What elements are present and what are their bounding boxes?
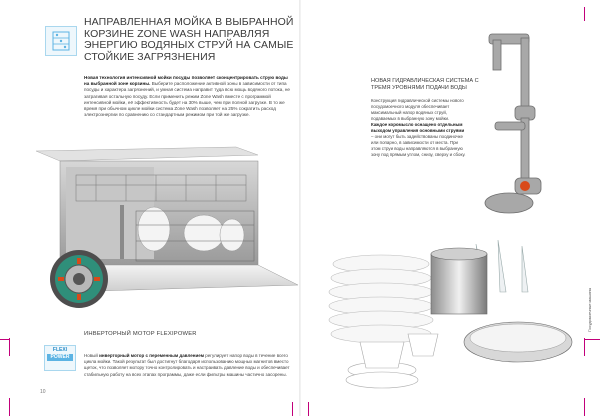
motor-text: регулирует напор воды в течение всего цикла мойки. Такой результат был достигнут благодаря использованию мощных магнитов вместо щеток, что позволяет мотору точно контролировать и настраивать давление воды и обеспечивает стабильную работу на всех этапах программы, даже если фильтры машины частично засорены.	[84, 353, 290, 377]
page-number: 10	[40, 389, 46, 395]
zone-wash-icon	[45, 26, 77, 56]
side-section-label	[586, 287, 592, 340]
page-gutter	[299, 0, 301, 416]
flexi-bottom-label: POWER	[47, 354, 73, 361]
crop-mark	[9, 398, 10, 416]
motor-section-title: ИНВЕРТОРНЫЙ МОТОР FLEXIPOWER	[84, 331, 197, 337]
intro-paragraph	[84, 75, 294, 118]
spray-arm-illustration	[475, 28, 555, 218]
intro-bold: Новая технология интенсивной мойки посуды позволяет сконцентрировать струю воды на выбранной зоне корзины.	[84, 75, 288, 87]
flexi-top-label: FLEXI	[52, 347, 68, 353]
dishes-photo	[326, 224, 576, 399]
intro-text: Выберите расположение активной зоны в зависимости от типа посуды и характера загрязнений, и умная система направит туда всю мощь водяного потока, не затрагивая остальную посуду. Если применить режим Zone Wash вместе с программой интенсивной мойки, её эффективность будет на 30% выше, чем при полной загрузке. В то же время при обычном цикле мойки система Zone Wash позволяет на 25% сократить расход электроэнергии по сравнению со стандартным режимом при той же загрузке.	[84, 81, 290, 118]
hydraulic-section-title: НОВАЯ ГИДРАВЛИЧЕСКАЯ СИСТЕМА С ТРЕМЯ УРОВНЯМИ ПОДАЧИ ВОДЫ	[371, 78, 479, 91]
side-label-text: Посудомоечные машины	[588, 287, 592, 332]
crop-mark	[308, 402, 309, 416]
hydraulic-text-1: Конструкция гидравлической системы нового посудомоечного модуля обеспечивает максимальный напор водяных струй, подаваемых в выбранную зону мойки.	[371, 98, 464, 121]
crop-mark	[0, 339, 9, 340]
crop-mark	[9, 338, 10, 356]
flexipower-icon	[44, 345, 76, 371]
motor-illustration	[48, 248, 110, 310]
crop-mark	[584, 7, 585, 21]
hydraulic-bold: Каждое коромысло оснащено отдельным выходом управления основными струями	[371, 122, 465, 133]
motor-paragraph	[84, 353, 296, 378]
hydraulic-text-2: – они могут быть задействованы поодиночке или попарно, в зависимости от места. При этом струи воды направляются в выбранную зону под прямым углом, снизу, сверху и сбоку.	[371, 134, 466, 157]
page-title: НАПРАВЛЕННАЯ МОЙКА В ВЫБРАННОЙ КОРЗИНЕ ZONE WASH НАПРАВЛЯЯ ЭНЕРГИЮ ВОДЯНЫХ СТРУЙ НА САМЫЕ СТОЙКИЕ ЗАГРЯЗНЕНИЯ	[84, 16, 294, 63]
motor-bold: инверторный мотор с переменным давлением	[99, 353, 205, 358]
crop-mark	[292, 402, 293, 416]
crop-mark	[584, 338, 585, 356]
motor-lead: Новый	[84, 353, 100, 358]
crop-mark	[584, 398, 585, 416]
hydraulic-paragraph	[371, 98, 466, 158]
